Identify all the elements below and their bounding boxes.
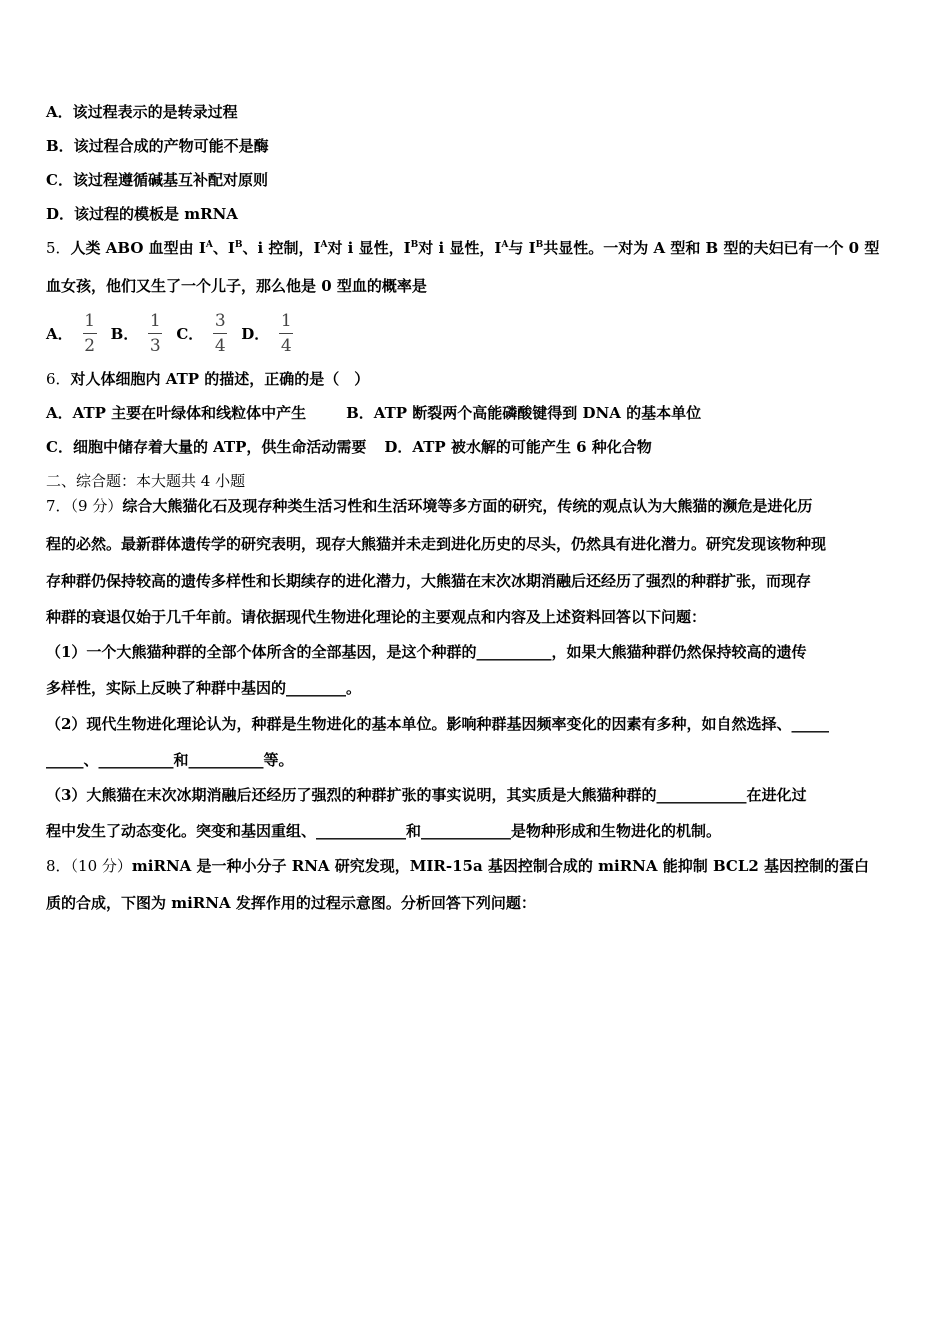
q6-option-a: A．ATP 主要在叶绿体和线粒体中产生	[46, 404, 307, 422]
q7-sub1-line1: （1）一个大熊猫种群的全部个体所含的全部基因，是这个种群的__________，如果大熊猫种群仍然保持较高的遗传	[46, 643, 807, 661]
q6-option-d: D．ATP 被水解的可能产生 6 种化合物	[384, 438, 652, 456]
fraction: $\frac{3}{4}$	[214, 310, 226, 356]
q5-options	[46, 308, 307, 358]
q8-stem-line1: 8．（10 分）miRNA 是一种小分子 RNA 研究发现，MIR-15a 基因控制合成的 miRNA 能抑制 BCL2 基因控制的蛋白	[46, 857, 870, 875]
q7-stem-line4: 种群的衰退仅始于几千年前。请依据现代生物进化理论的主要观点和内容及上述资料回答以下问题：	[46, 608, 707, 626]
q7-stem-line2: 程的必然。最新群体遗传学的研究表明，现存大熊猫并未走到进化历史的尽头，仍然具有进化潜力。研究发现该物种现	[46, 535, 827, 553]
q4-option-c: C．该过程遵循碱基互补配对原则	[46, 171, 268, 189]
section-heading: 二、综合题：本大题共 4 小题	[46, 472, 246, 490]
q6-stem: 6．对人体细胞内 ATP 的描述，正确的是（ ）	[46, 370, 370, 388]
q5-option-c: C． $\frac{3}{4}$	[176, 310, 226, 356]
q7-sub2-line2: _____、__________和__________等。	[46, 751, 294, 769]
q6-options-cd	[46, 437, 652, 457]
q5-stem-line2: 血女孩，他们又生了一个儿子，那么他是 0 型血的概率是	[46, 277, 427, 295]
q7-stem-line3: 存种群仍保持较高的遗传多样性和长期续存的进化潜力，大熊猫在末次冰期消融后还经历了强烈的种群扩张，而现存	[46, 572, 812, 590]
q5-stem-line1: 5．人类 ABO 血型由 $I^A$、$I^B$、i 控制，$I^A$对 i 显性，$I^B$对 i 显性，$I^A$与 $I^B$共显性。一对为 A 型和 B 型的夫妇已有一个 0 型	[46, 239, 880, 257]
q7-stem-line1: 7．（9 分）综合大熊猫化石及现存种类生活习性和生活环境等多方面的研究，传统的观点认为大熊猫的濒危是进化历	[46, 497, 813, 515]
q4-option-d: D．该过程的模板是 mRNA	[46, 205, 238, 223]
q7-sub3-line2: 程中发生了动态变化。突变和基因重组、____________和____________是物种形成和生物进化的机制。	[46, 822, 722, 840]
q6-option-c: C．细胞中储存着大量的 ATP，供生命活动需要	[46, 438, 367, 456]
q7-sub1-line2: 多样性，实际上反映了种群中基因的________。	[46, 679, 362, 697]
fraction: $\frac{1}{2}$	[84, 310, 96, 356]
q8-stem-line2: 质的合成，下图为 miRNA 发挥作用的过程示意图。分析回答下列问题：	[46, 894, 536, 912]
q6-option-b: B．ATP 断裂两个高能磷酸键得到 DNA 的基本单位	[346, 404, 702, 422]
fraction: $\frac{1}{3}$	[149, 310, 161, 356]
q7-sub3-line1: （3）大熊猫在末次冰期消融后还经历了强烈的种群扩张的事实说明，其实质是大熊猫种群的____________在进化过	[46, 786, 807, 804]
q7-sub2-line1: （2）现代生物进化理论认为，种群是生物进化的基本单位。影响种群基因频率变化的因素有多种，如自然选择、_____	[46, 715, 829, 733]
q5-option-b: B． $\frac{1}{3}$	[110, 310, 161, 356]
fraction: $\frac{1}{4}$	[280, 310, 292, 356]
q5-option-d: D． $\frac{1}{4}$	[241, 310, 292, 356]
q5-option-a: A． $\frac{1}{2}$	[46, 310, 96, 356]
q6-options-ab	[46, 403, 701, 423]
q4-option-a: A．该过程表示的是转录过程	[46, 103, 238, 121]
q4-option-b: B．该过程合成的产物可能不是酶	[46, 137, 269, 155]
